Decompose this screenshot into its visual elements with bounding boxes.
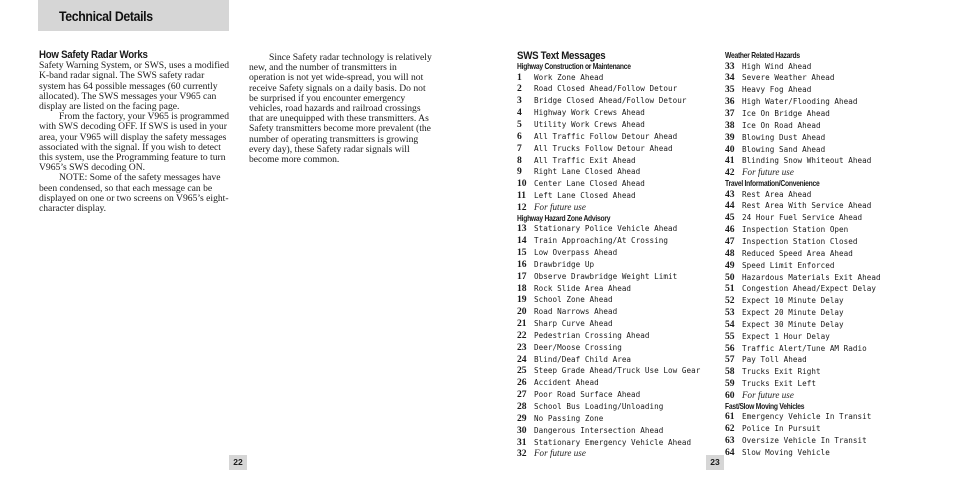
message-text: Accident Ahead	[534, 378, 599, 388]
message-text: No Passing Zone	[534, 413, 604, 423]
text-column-2	[249, 53, 433, 165]
section-heading: SWS Text Messages	[517, 50, 606, 62]
message-number: 6	[517, 130, 522, 142]
message-number: 23	[517, 341, 527, 353]
message-text: Observe Drawbridge Weight Limit	[534, 271, 678, 281]
message-number: 59	[725, 378, 735, 390]
list-item	[725, 390, 930, 402]
paragraph: Safety Warning System, or SWS, uses a modified K-band radar signal. The SWS safety radar system has 64 possible messages (60 currently allocated). The SWS messages your V965 can display are listed on the facing page.	[39, 60, 230, 113]
message-text: Dangerous Intersection Ahead	[534, 425, 664, 435]
reserved-message-text: For future use	[534, 201, 586, 212]
message-text: Road Closed Ahead/Follow Detour	[534, 84, 678, 94]
list-item	[517, 247, 722, 259]
category-heading: Fast/Slow Moving Vehicles	[725, 401, 805, 411]
list-item	[725, 319, 930, 331]
list-item	[725, 423, 930, 435]
message-number: 10	[517, 178, 527, 190]
message-number: 51	[725, 283, 735, 295]
message-text: Trucks Exit Left	[742, 379, 816, 389]
message-number: 54	[725, 318, 735, 330]
message-text: Drawbridge Up	[534, 259, 595, 269]
message-text: Rest Area Ahead	[742, 189, 812, 199]
message-text: Heavy Fog Ahead	[742, 85, 812, 95]
message-number: 28	[517, 400, 527, 412]
list-item	[725, 132, 930, 144]
list-item	[517, 166, 722, 178]
list-item	[725, 366, 930, 378]
message-text: 24 Hour Fuel Service Ahead	[742, 213, 863, 223]
list-item	[517, 318, 722, 330]
message-text: Reduced Speed Area Ahead	[742, 248, 853, 258]
message-text: Sharp Curve Ahead	[534, 319, 613, 329]
message-number: 5	[517, 118, 522, 130]
message-number: 38	[725, 119, 735, 131]
message-text: Pedestrian Crossing Ahead	[534, 330, 650, 340]
message-number: 49	[725, 259, 735, 271]
message-number: 48	[725, 247, 735, 259]
message-number: 13	[517, 223, 527, 235]
message-number: 40	[725, 143, 735, 155]
message-number: 16	[517, 258, 527, 270]
message-text: Rest Area With Service Ahead	[742, 201, 872, 211]
message-number: 29	[517, 412, 527, 424]
list-item	[725, 120, 930, 132]
message-number: 17	[517, 270, 527, 282]
message-text: Expect 30 Minute Delay	[742, 319, 844, 329]
message-text: Hazardous Materials Exit Ahead	[742, 272, 881, 282]
message-number: 19	[517, 294, 527, 306]
message-number: 8	[517, 154, 522, 166]
list-item	[725, 224, 930, 236]
message-text: All Traffic Exit Ahead	[534, 155, 636, 165]
message-number: 41	[725, 155, 735, 167]
message-number: 14	[517, 235, 527, 247]
message-text: Steep Grade Ahead/Truck Use Low Gear	[534, 366, 701, 376]
page-number: 22	[229, 455, 247, 470]
category-heading: Highway Hazard Zone Advisory	[517, 213, 611, 223]
message-text: School Bus Loading/Unloading	[534, 401, 664, 411]
list-item	[517, 389, 722, 401]
message-text: Oversize Vehicle In Transit	[742, 436, 867, 446]
list-item	[517, 271, 722, 283]
list-item	[725, 447, 930, 459]
category-heading: Travel Information/Convenience	[725, 179, 820, 189]
list-item	[725, 96, 930, 108]
list-item	[725, 167, 930, 179]
message-text: Stationary Police Vehicle Ahead	[534, 224, 678, 234]
message-number: 9	[517, 166, 522, 178]
message-number: 64	[725, 446, 735, 458]
message-number: 1	[517, 71, 522, 83]
message-text: Expect 10 Minute Delay	[742, 296, 844, 306]
message-number: 39	[725, 131, 735, 143]
message-text: Speed Limit Enforced	[742, 260, 835, 270]
list-item	[517, 306, 722, 318]
list-item	[725, 144, 930, 156]
list-item	[725, 212, 930, 224]
message-text: Ice On Bridge Ahead	[742, 108, 830, 118]
paragraph: From the factory, your V965 is programmed with SWS decoding OFF. If SWS is used in your area, your V965 will display the safety messages associated with the signal. If you wish to detect this system, use the Programming feature to turn V965’s SWS decoding ON.	[39, 111, 229, 174]
list-item	[517, 155, 722, 167]
message-number: 43	[725, 188, 735, 200]
list-item	[725, 248, 930, 260]
message-text: All Trucks Follow Detour Ahead	[534, 143, 673, 153]
list-item	[725, 155, 930, 167]
message-text: Police In Pursuit	[742, 424, 821, 434]
list-item	[517, 342, 722, 354]
message-text: Ice On Road Ahead	[742, 120, 821, 130]
message-text: Emergency Vehicle In Transit	[742, 412, 872, 422]
list-item	[725, 283, 930, 295]
message-text: Traffic Alert/Tune AM Radio	[742, 343, 867, 353]
message-number: 26	[517, 377, 527, 389]
message-text: Severe Weather Ahead	[742, 73, 835, 83]
message-text: Pay Toll Ahead	[742, 355, 807, 365]
message-number: 18	[517, 282, 527, 294]
message-text: Blowing Dust Ahead	[742, 132, 826, 142]
message-number: 57	[725, 354, 735, 366]
list-item	[725, 272, 930, 284]
list-item	[517, 365, 722, 377]
message-text: High Wind Ahead	[742, 61, 812, 71]
list-item	[517, 72, 722, 84]
message-number: 24	[517, 353, 527, 365]
message-text: Expect 1 Hour Delay	[742, 331, 830, 341]
message-number: 34	[725, 72, 735, 84]
list-item	[725, 343, 930, 355]
message-number: 63	[725, 435, 735, 447]
message-text: Road Narrows Ahead	[534, 307, 618, 317]
page-number: 23	[706, 455, 724, 470]
message-number: 62	[725, 423, 735, 435]
message-text: Slow Moving Vehicle	[742, 447, 830, 457]
message-number: 37	[725, 107, 735, 119]
list-item	[517, 131, 722, 143]
message-text: Work Zone Ahead	[534, 72, 604, 82]
message-column-2	[725, 51, 930, 459]
list-item	[517, 330, 722, 342]
list-item	[725, 307, 930, 319]
message-text: Center Lane Closed Ahead	[534, 179, 645, 189]
paragraph: NOTE: Some of the safety messages have been condensed, so that each message can be displayed on one or two screens on V965’s eight-character display.	[39, 172, 229, 215]
message-number: 32	[517, 448, 527, 460]
reserved-message-text: For future use	[742, 389, 794, 400]
message-number: 15	[517, 247, 527, 258]
list-item	[725, 189, 930, 201]
message-text: Inspection Station Closed	[742, 237, 858, 246]
message-number: 47	[725, 236, 735, 247]
message-number: 44	[725, 200, 735, 212]
message-number: 53	[725, 307, 735, 319]
message-number: 11	[517, 190, 527, 202]
list-item	[517, 83, 722, 95]
list-item	[725, 331, 930, 343]
reserved-message-text: For future use	[534, 448, 586, 459]
list-item	[517, 202, 722, 214]
message-number: 12	[517, 201, 527, 213]
list-item	[517, 107, 722, 119]
message-text: Utility Work Crews Ahead	[534, 119, 645, 129]
message-text: Right Lane Closed Ahead	[534, 167, 641, 177]
list-item	[517, 143, 722, 155]
message-text: Blowing Sand Ahead	[742, 144, 826, 154]
message-text: Highway Work Crews Ahead	[534, 108, 645, 118]
message-text: Congestion Ahead/Expect Delay	[742, 284, 877, 294]
message-number: 21	[517, 318, 527, 330]
page-title: Technical Details	[59, 8, 153, 24]
list-item	[517, 259, 722, 271]
list-item	[517, 294, 722, 306]
message-text: All Traffic Follow Detour Ahead	[534, 131, 678, 141]
message-text: Blind/Deaf Child Area	[534, 354, 632, 364]
message-text: Deer/Moose Crossing	[534, 342, 622, 352]
list-item	[725, 411, 930, 423]
list-item	[517, 425, 722, 437]
message-number: 7	[517, 142, 522, 154]
list-item	[725, 61, 930, 73]
message-number: 60	[725, 389, 735, 401]
list-item	[517, 413, 722, 425]
list-item	[725, 72, 930, 84]
message-text: Left Lane Closed Ahead	[534, 191, 636, 201]
message-text: Blinding Snow Whiteout Ahead	[742, 156, 872, 166]
message-text: Inspection Station Open	[742, 225, 849, 235]
message-text: School Zone Ahead	[534, 295, 613, 305]
list-item	[517, 283, 722, 295]
message-number: 36	[725, 96, 735, 108]
list-item	[725, 354, 930, 366]
list-item	[725, 378, 930, 390]
message-number: 27	[517, 389, 527, 401]
message-number: 20	[517, 306, 527, 318]
message-column-1	[517, 62, 722, 460]
list-item	[725, 260, 930, 272]
list-item	[725, 200, 930, 212]
list-item	[517, 178, 722, 190]
list-item	[725, 108, 930, 120]
message-number: 61	[725, 411, 735, 423]
category-heading: Weather Related Hazards	[725, 51, 800, 60]
list-item	[517, 437, 722, 449]
message-text: High Water/Flooding Ahead	[742, 97, 858, 107]
message-text: Expect 20 Minute Delay	[742, 308, 844, 318]
message-number: 50	[725, 271, 735, 283]
message-number: 55	[725, 330, 735, 342]
list-item	[517, 354, 722, 366]
list-item	[517, 190, 722, 202]
message-number: 33	[725, 60, 735, 72]
message-number: 22	[517, 329, 527, 341]
message-number: 2	[517, 83, 522, 95]
list-item	[725, 236, 930, 248]
message-number: 3	[517, 95, 522, 107]
list-item	[517, 95, 722, 107]
reserved-message-text: For future use	[742, 167, 794, 178]
message-text: Low Overpass Ahead	[534, 248, 618, 257]
section-heading: How Safety Radar Works	[39, 49, 148, 61]
list-item	[517, 448, 722, 460]
message-text: Stationary Emergency Vehicle Ahead	[534, 437, 692, 447]
message-number: 46	[725, 224, 735, 236]
list-item	[725, 84, 930, 96]
message-text: Trucks Exit Right	[742, 367, 821, 377]
message-number: 56	[725, 342, 735, 354]
message-number: 35	[725, 84, 735, 96]
list-item	[517, 119, 722, 131]
right-page	[477, 0, 954, 477]
paragraph: Since Safety radar technology is relatively new, and the number of transmitters in operation is not yet wide-spread, you will not receive Safety signals on a daily basis. Do not be surprised if you encounter emergency vehicles, road hazards and railroad crossings that are unequipped with these transmitters. As Safety transmitters become more prevalent (the number of operating transmitters is growing every day), these Safety radar signals will become more common.	[249, 52, 432, 166]
list-item	[517, 401, 722, 413]
message-text: Train Approaching/At Crossing	[534, 236, 669, 246]
list-item	[725, 435, 930, 447]
category-heading: Highway Construction or Maintenance	[517, 62, 631, 71]
message-text: Poor Road Surface Ahead	[534, 390, 641, 400]
list-item	[517, 223, 722, 235]
list-item	[517, 377, 722, 389]
message-number: 42	[725, 167, 735, 179]
message-number: 58	[725, 366, 735, 378]
list-item	[517, 235, 722, 247]
message-number: 4	[517, 107, 522, 119]
message-text: Rock Slide Area Ahead	[534, 283, 632, 293]
list-item	[725, 295, 930, 307]
message-number: 31	[517, 436, 527, 448]
message-number: 25	[517, 365, 527, 377]
message-number: 30	[517, 424, 527, 436]
message-text: Bridge Closed Ahead/Follow Detour	[534, 96, 687, 106]
message-number: 45	[725, 212, 735, 224]
message-number: 52	[725, 295, 735, 307]
text-column-1	[39, 50, 231, 214]
